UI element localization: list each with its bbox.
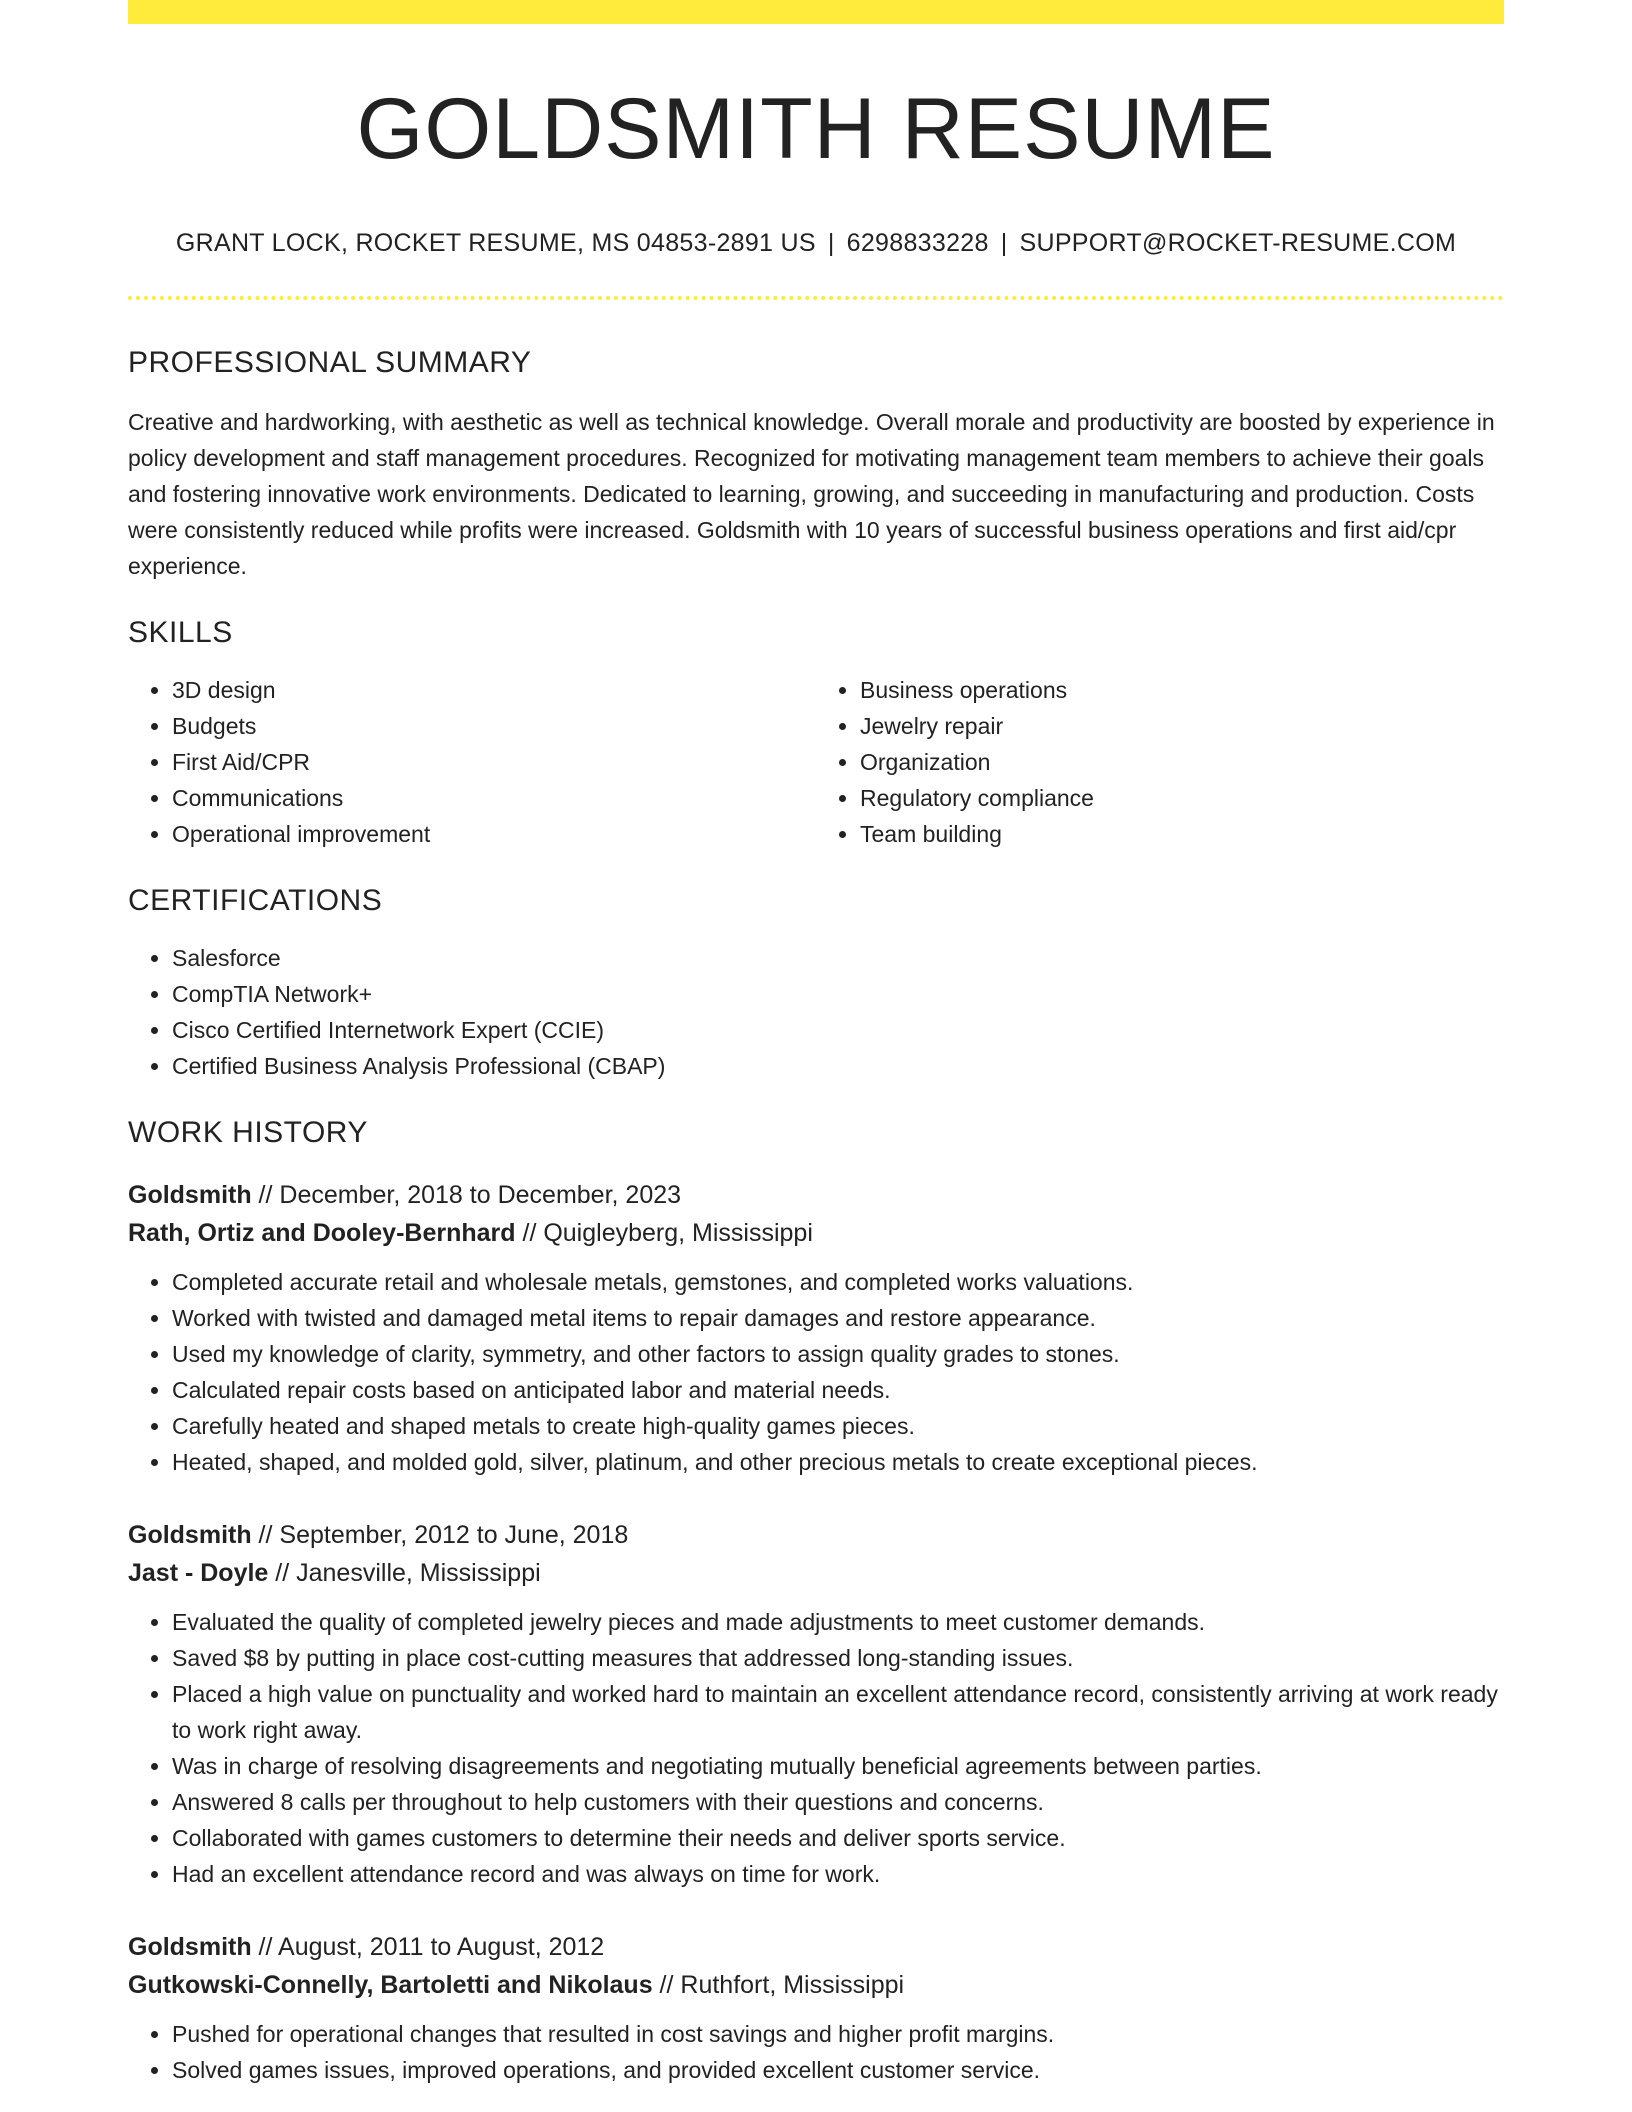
job-dates: // December, 2018 to December, 2023	[251, 1180, 682, 1209]
job-bullet: • Pushed for operational changes that resulted in cost savings and higher profit margins.	[172, 2016, 1504, 2052]
contact-line	[128, 229, 1504, 258]
job-company-line	[128, 1554, 1504, 1592]
job-bullet: • Evaluated the quality of completed jewelry pieces and made adjustments to meet customer demands.	[172, 1604, 1504, 1640]
work-history-heading: WORK HISTORY	[128, 1115, 368, 1149]
resume-title: GOLDSMITH RESUME	[356, 81, 1276, 177]
job-bullet: • Answered 8 calls per throughout to help customers with their questions and concerns.	[172, 1784, 1504, 1820]
job-bullet: • Heated, shaped, and molded gold, silver, platinum, and other precious metals to create exceptional pieces.	[172, 1444, 1504, 1480]
job-role-line	[128, 1928, 1504, 1966]
certification-item: • Cisco Certified Internetwork Expert (CCIE)	[172, 1012, 1504, 1048]
job-bullet: • Had an excellent attendance record and was always on time for work.	[172, 1856, 1504, 1892]
resume-page	[128, 0, 1504, 2088]
job-bullet: • Carefully heated and shaped metals to create high-quality games pieces.	[172, 1408, 1504, 1444]
contact-separator: |	[1000, 228, 1008, 257]
skill-item: • 3D design	[172, 672, 816, 708]
job-bullet: • Used my knowledge of clarity, symmetry, and other factors to assign quality grades to stones.	[172, 1336, 1504, 1372]
job-bullets	[128, 1604, 1504, 1892]
job-company-line	[128, 1966, 1504, 2004]
summary-heading: PROFESSIONAL SUMMARY	[128, 345, 532, 379]
job-location: // Janesville, Mississippi	[268, 1558, 541, 1587]
summary-text: Creative and hardworking, with aesthetic as well as technical knowledge. Overall morale and productivity are boosted by experience in policy development and staff management procedures. Recognized for motivating management team members to achieve their goals and fostering innovative work environments. Dedicated to learning, growing, and succeeding in manufacturing and production. Costs were consistently reduced while profits were increased. Goldsmith with 10 years of successful business operations and first aid/cpr experience.	[128, 408, 1495, 579]
job-bullet: • Collaborated with games customers to determine their needs and deliver sports service.	[172, 1820, 1504, 1856]
contact-address: GRANT LOCK, ROCKET RESUME, MS 04853-2891 US	[175, 228, 816, 257]
skill-item: • Operational improvement	[172, 816, 816, 852]
skill-item: • Team building	[860, 816, 1504, 852]
job-bullet: • Completed accurate retail and wholesale metals, gemstones, and completed works valuations.	[172, 1264, 1504, 1300]
job-role: Goldsmith	[128, 1520, 252, 1549]
job-role-line	[128, 1516, 1504, 1554]
skills-column-left	[128, 672, 816, 852]
contact-phone: 6298833228	[846, 228, 989, 257]
skill-item: • Business operations	[860, 672, 1504, 708]
job-role: Goldsmith	[128, 1180, 252, 1209]
job-dates: // August, 2011 to August, 2012	[251, 1932, 605, 1961]
job-bullet: • Was in charge of resolving disagreements and negotiating mutually beneficial agreements between parties.	[172, 1748, 1504, 1784]
job-bullet: • Saved $8 by putting in place cost-cutting measures that addressed long-standing issues.	[172, 1640, 1504, 1676]
skill-item: • Jewelry repair	[860, 708, 1504, 744]
job-entry	[128, 1928, 1504, 2088]
skill-item: • Regulatory compliance	[860, 780, 1504, 816]
skills-column-right	[816, 672, 1504, 852]
job-company: Gutkowski-Connelly, Bartoletti and Nikolaus	[128, 1970, 653, 1999]
job-company-line	[128, 1214, 1504, 1252]
certifications-list	[128, 940, 1504, 1084]
accent-top-bar	[128, 0, 1504, 24]
job-location: // Ruthfort, Mississippi	[652, 1970, 905, 1999]
job-bullet: • Worked with twisted and damaged metal items to repair damages and restore appearance.	[172, 1300, 1504, 1336]
job-bullets	[128, 1264, 1504, 1480]
job-entry	[128, 1176, 1504, 1480]
skill-item: • Communications	[172, 780, 816, 816]
skill-item: • Organization	[860, 744, 1504, 780]
skill-item: • Budgets	[172, 708, 816, 744]
job-dates: // September, 2012 to June, 2018	[251, 1520, 629, 1549]
job-bullet: • Placed a high value on punctuality and worked hard to maintain an excellent attendance record, consistently arriving at work ready to work right away.	[172, 1676, 1504, 1748]
job-bullets	[128, 2016, 1504, 2088]
job-company: Rath, Ortiz and Dooley-Bernhard	[128, 1218, 516, 1247]
certification-item: • CompTIA Network+	[172, 976, 1504, 1012]
certifications-heading: CERTIFICATIONS	[128, 883, 383, 917]
job-location: // Quigleyberg, Mississippi	[515, 1218, 813, 1247]
job-role: Goldsmith	[128, 1932, 252, 1961]
contact-email: SUPPORT@ROCKET-RESUME.COM	[1019, 228, 1457, 257]
job-role-line	[128, 1176, 1504, 1214]
dotted-divider	[128, 296, 1504, 300]
certification-item: • Certified Business Analysis Professional (CBAP)	[172, 1048, 1504, 1084]
job-bullet: • Calculated repair costs based on anticipated labor and material needs.	[172, 1372, 1504, 1408]
skills-list	[128, 672, 1504, 852]
skills-heading: SKILLS	[128, 615, 233, 649]
certification-item: • Salesforce	[172, 940, 1504, 976]
job-bullet: • Solved games issues, improved operations, and provided excellent customer service.	[172, 2052, 1504, 2088]
job-entry	[128, 1516, 1504, 1892]
job-company: Jast - Doyle	[128, 1558, 269, 1587]
contact-separator: |	[827, 228, 835, 257]
skill-item: • First Aid/CPR	[172, 744, 816, 780]
